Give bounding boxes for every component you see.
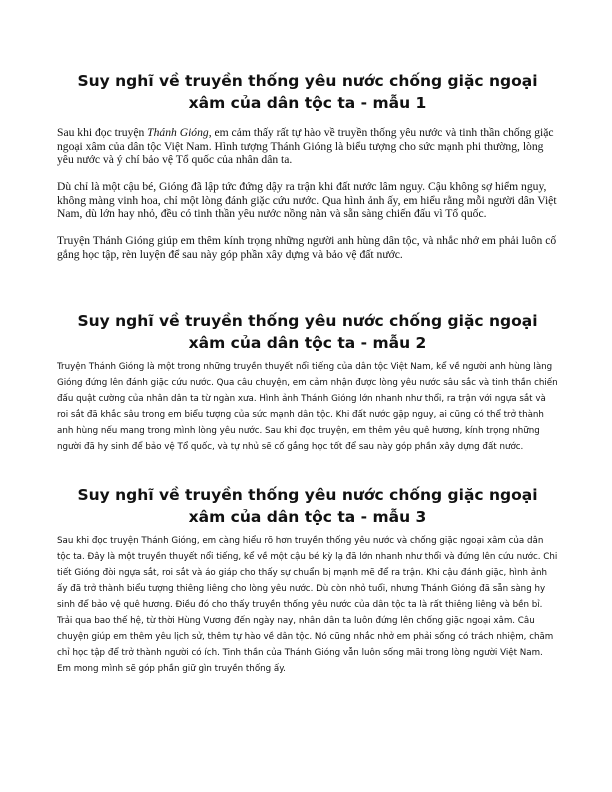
paragraph [57,126,558,167]
section-title: Suy nghĩ về truyền thống yêu nước chống giặc ngoại xâm của dân tộc ta - mẫu 3 [77,486,538,526]
paragraph-text: , em cảm thấy rất tự hào về truyền thống yêu nước và tinh thần chống giặc ngoại xâm của dân tộc Việt Nam. Hình tượng Thánh Gióng là biểu tượng cho sức mạnh phi thường, lòng yêu nước và ý chí bảo vệ Tổ quốc của nhân dân ta. [57,126,554,166]
paragraph-text: Sau khi đọc truyện [57,126,148,139]
essay-section-3 [57,484,558,677]
story-title-italic: Thánh Gióng [147,126,209,139]
essay-section-1 [57,70,558,275]
paragraph: Truyện Thánh Gióng là một trong những truyền thuyết nổi tiếng của dân tộc Việt Nam, kể về người anh hùng làng Gióng đứng lên đánh giặc cứu nước. Qua câu chuyện, em cảm nhận được lòng yêu nước sâu sắc và tinh thần chiến đấu quật cường của nhân dân ta từ ngàn xưa. Hình ảnh Thánh Gióng lớn nhanh như thổi, ra trận với ngựa sắt và roi sắt đã khắc sâu trong em biểu tượng của sức mạnh dân tộc. Khi đất nước gặp nguy, ai cũng có thể trở thành anh hùng nếu mang trong mình lòng yêu nước. Sau khi đọc truyện, em thêm yêu quê hương, kính trọng những người đã hy sinh để bảo vệ Tổ quốc, và tự nhủ sẽ cố gắng học tốt để sau này góp phần xây dựng đất nước. [57,362,558,452]
section-title: Suy nghĩ về truyền thống yêu nước chống giặc ngoại xâm của dân tộc ta - mẫu 1 [77,72,538,112]
paragraph: Dù chỉ là một cậu bé, Gióng đã lập tức đứng dậy ra trận khi đất nước lâm nguy. Cậu không sợ hiểm nguy, không màng vinh hoa, chỉ một lòng đánh giặc cứu nước. Qua hình ảnh ấy, em hiểu rằng mỗi người dân Việt Nam, dù lớn hay nhỏ, đều có tinh thần yêu nước nồng nàn và sẵn sàng chiến đấu vì Tổ quốc. [57,180,557,220]
section-title: Suy nghĩ về truyền thống yêu nước chống giặc ngoại xâm của dân tộc ta - mẫu 2 [77,312,538,352]
paragraph: Truyện Thánh Gióng giúp em thêm kính trọng những người anh hùng dân tộc, và nhắc nhở em phải luôn cố gắng học tập, rèn luyện để sau này góp phần xây dựng và bảo vệ đất nước. [57,234,557,261]
paragraph: Sau khi đọc truyện Thánh Gióng, em càng hiểu rõ hơn truyền thống yêu nước và chống giặc ngoại xâm của dân tộc ta. Đây là một truyền thuyết nổi tiếng, kể về một cậu bé kỳ lạ đã lớn nhanh như thổi và đứng lên cứu nước. Chi tiết Gióng đòi ngựa sắt, roi sắt và áo giáp cho thấy sự chuẩn bị mạnh mẽ để ra trận. Khi cậu đánh giặc, hình ảnh ấy đã trở thành biểu tượng thiêng liêng cho lòng yêu nước. Dù còn nhỏ tuổi, nhưng Thánh Gióng đã sẵn sàng hy sinh để bảo vệ quê hương. Điều đó cho thấy truyền thống yêu nước của dân tộc ta là rất thiêng liêng và bền bỉ. Trải qua bao thế hệ, từ thời Hùng Vương đến ngày nay, nhân dân ta luôn đứng lên chống giặc ngoại xâm. Câu chuyện giúp em thêm yêu lịch sử, thêm tự hào về dân tộc. Nó cũng nhắc nhở em phải sống có trách nhiệm, chăm chỉ học tập để trở thành người có ích. Tinh thần của Thánh Gióng vẫn luôn sống mãi trong lòng người Việt Nam. Em mong mình sẽ góp phần giữ gìn truyền thống ấy. [57,536,558,674]
essay-section-2 [57,310,558,455]
